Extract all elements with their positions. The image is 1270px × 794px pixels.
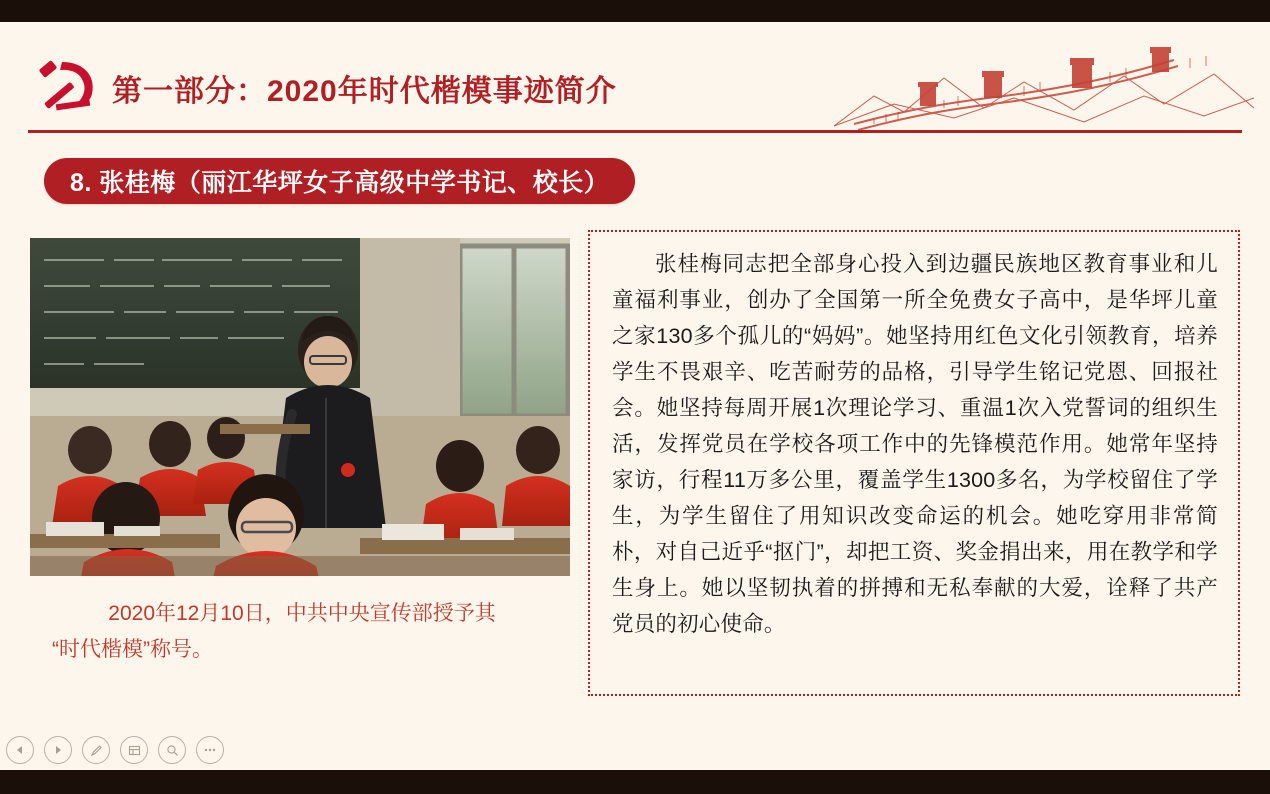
more-options-button[interactable] bbox=[196, 736, 224, 764]
caption-line-2: “时代楷模”称号。 bbox=[52, 638, 213, 661]
top-letterbox-bar bbox=[0, 0, 1270, 22]
page-title: 第一部分：2020年时代楷模事迹简介 bbox=[112, 75, 617, 108]
photo-caption bbox=[30, 596, 574, 668]
next-slide-button[interactable] bbox=[44, 736, 72, 764]
biography-text: 张桂梅同志把全部身心投入到边疆民族地区教育事业和儿童福利事业，创办了全国第一所全免费女子高中，是华坪儿童之家130多个孤儿的“妈妈”。她坚持用红色文化引领教育，培养学生不畏艰辛、吃苦耐劳的品格，引导学生铭记党恩、回报社会。她坚持每周开展1次理论学习、重温1次入党誓词的组织生活，发挥党员在学校各项工作中的先锋模范作用。她常年坚持家访，行程11万多公里，覆盖学生1300多名，为学校留住了学生，为学生留住了用知识改变命运的机会。她吃穿用非常简朴，对自己近乎“抠门”，却把工资、奖金捐出来，用在教学和学生身上。她以坚韧执着的拼搏和无私奉献的大爱，诠释了共产党员的初心使命。 bbox=[612, 252, 1218, 636]
classroom-photo bbox=[30, 238, 570, 576]
slide-header bbox=[0, 22, 1270, 137]
party-emblem-icon bbox=[32, 52, 104, 114]
pen-tool-button[interactable] bbox=[82, 736, 110, 764]
zoom-button[interactable] bbox=[158, 736, 186, 764]
section-title-badge bbox=[44, 158, 635, 204]
bottom-letterbox-bar bbox=[0, 770, 1270, 794]
biography-textbox bbox=[588, 230, 1240, 696]
previous-slide-button[interactable] bbox=[6, 736, 34, 764]
great-wall-illustration bbox=[834, 38, 1254, 130]
slide-overview-button[interactable] bbox=[120, 736, 148, 764]
caption-line-1: 2020年12月10日，中共中央宣传部授予其 bbox=[108, 602, 496, 625]
section-title-label: 8. 张桂梅（丽江华坪女子高级中学书记、校长） bbox=[70, 169, 610, 197]
header-divider bbox=[28, 130, 1242, 133]
slideshow-controls[interactable] bbox=[6, 736, 224, 764]
